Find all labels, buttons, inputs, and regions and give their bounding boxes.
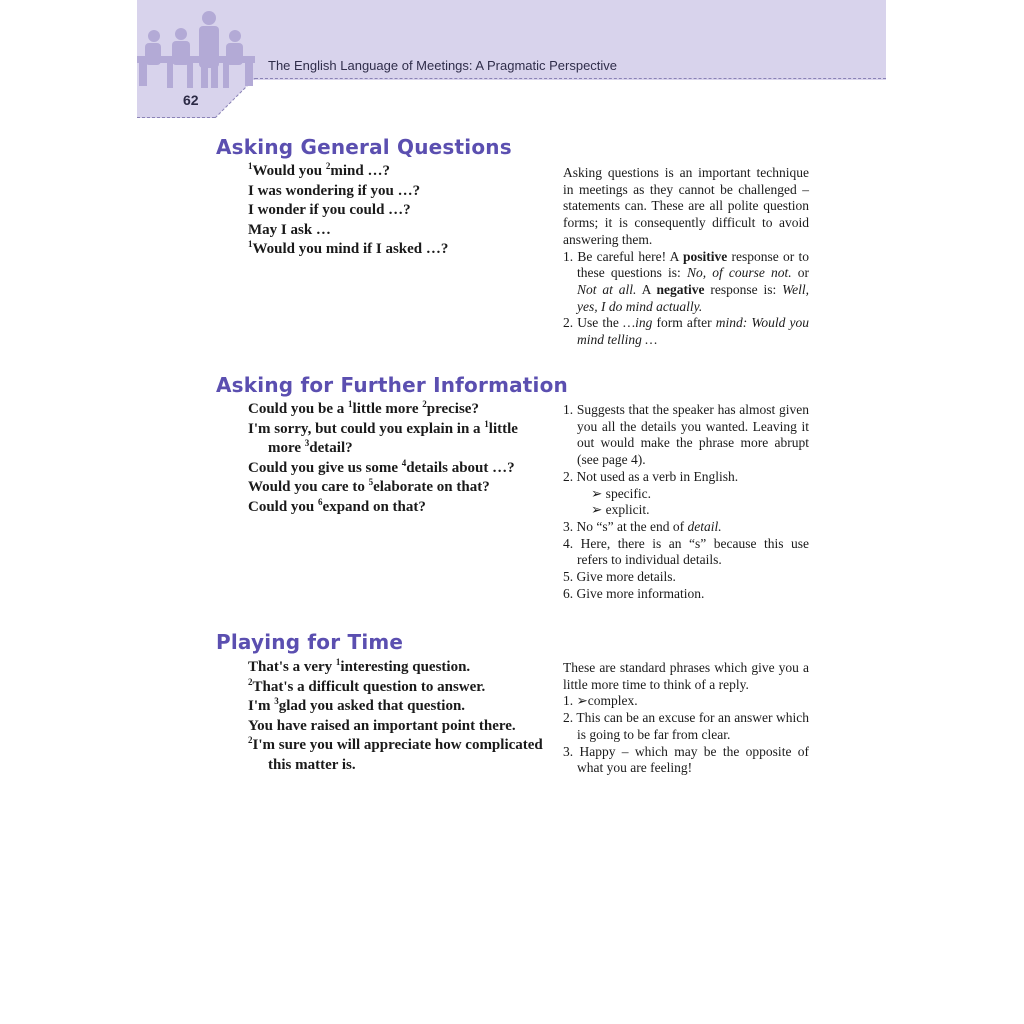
phrase: That's a very $^1$interesting question. [248,657,471,675]
note-item: 1. Be careful here! A positive response or to these questions is: No, of course not. or Not at all. A negative response is: Well, yes, I do mind actually. [563,248,810,314]
phrase-list-playing-for-time [248,658,558,775]
notes-intro: Asking questions is an important technique in meetings as they cannot be challenged – statements can. These are all polite question forms; it is consequently difficult to avoid answering them. [563,165,809,247]
header-divider [255,78,886,79]
note-item: 2. Use the …ing form after mind: Would you mind telling … [563,315,810,348]
note-item: 1. Suggests that the speaker has almost given you all the details you wanted. Leaving it out would make the phrase more abrupt (see page 4). [563,402,809,468]
note-item: 3. No “s” at the end of detail. [563,518,722,534]
meeting-people-icon [137,10,257,90]
note-subitem: ➢ explicit. [591,502,650,518]
phrase: Could you give us some $^4$details about …? [248,457,515,476]
section-title-playing-for-time: Playing for Time [216,630,404,654]
phrase: I was wondering if you …? [248,182,421,199]
phrase: Could you be a $^1$little more $^2$precise? [248,399,479,417]
phrase: $^2$I'm sure you will appreciate how complicated this matter is. [248,735,543,773]
running-title: The English Language of Meetings: A Pragmatic Perspective [268,58,618,73]
notes-playing-for-time [563,660,809,777]
phrase: I'm sorry, but could you explain in a $^1$little more $^3$detail? [248,418,518,456]
phrase: You have raised an important point there. [248,717,516,734]
notes-intro: These are standard phrases which give you a little more time to think of a reply. [563,660,809,692]
phrase: May I ask … [248,221,331,238]
notes-further-information [563,402,809,602]
phrase: I'm $^3$glad you asked that question. [248,696,466,714]
section-title-general-questions: Asking General Questions [216,135,512,159]
section-title-further-information: Asking for Further Information [216,373,568,397]
note-item: 6. Give more information. [563,585,705,601]
note-subitem: ➢ specific. [591,485,652,501]
phrase: Would you care to $^5$elaborate on that? [248,477,490,495]
note-item: 1. ➢complex. [563,693,638,709]
page-number: 62 [183,92,199,108]
phrase: Could you $^6$expand on that? [248,496,426,515]
notes-general-questions [563,165,809,349]
phrase-list-general-questions [248,162,558,260]
note-item: 2. Not used as a verb in English. ➢ specific. ➢ explicit. [563,469,809,519]
note-item: 4. Here, there is an “s” because this use refers to individual details. [563,535,809,568]
note-item: 3. Happy – which may be the opposite of what you are feeling! [563,743,810,776]
note-item: 2. This can be an excuse for an answer which is going to be far from clear. [563,710,810,742]
phrase: $^1$Would you mind if I asked …? [248,239,449,257]
phrase-list-further-information [248,400,558,517]
note-item: 5. Give more details. [563,569,676,585]
phrase: $^1$Would you $^2$mind …? [248,161,390,179]
phrase: I wonder if you could …? [248,202,411,218]
phrase: $^2$That's a difficult question to answer. [248,676,486,695]
